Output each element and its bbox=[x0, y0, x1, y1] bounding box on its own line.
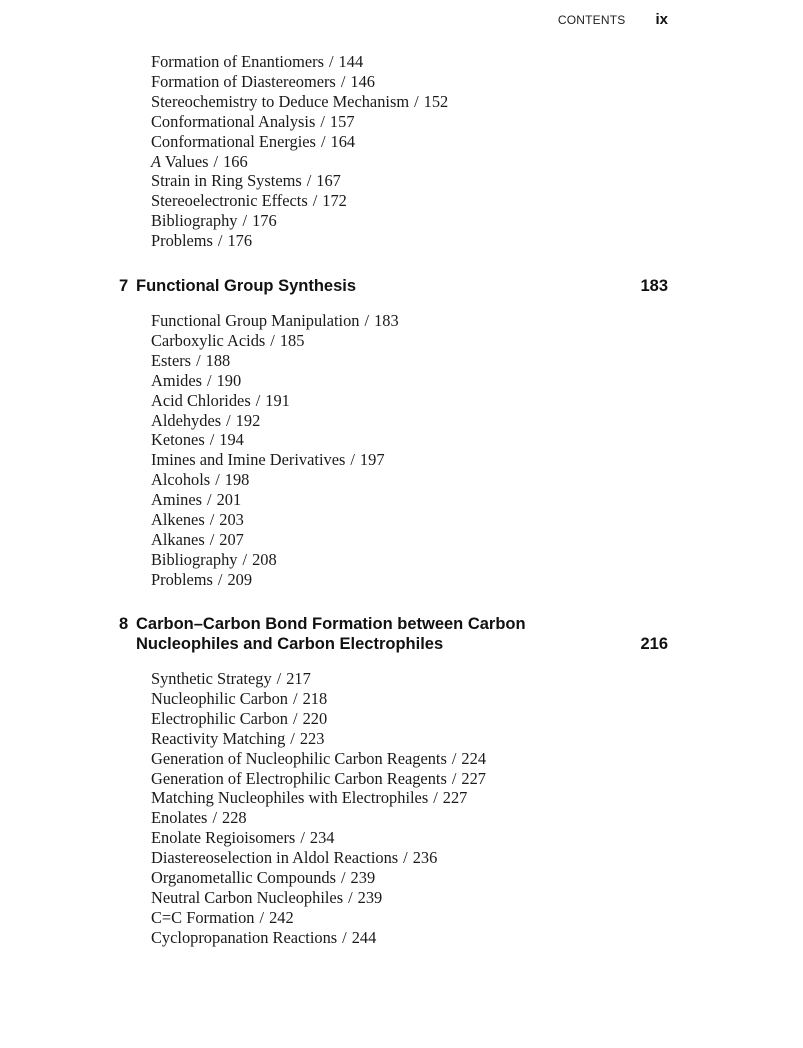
toc-entry[interactable]: Strain in Ring Systems / 167 bbox=[151, 171, 341, 191]
entry-page: 194 bbox=[219, 430, 244, 450]
entry-page: 190 bbox=[216, 370, 242, 390]
toc-entry[interactable]: Enolates / 228 bbox=[151, 808, 247, 828]
entry-page: 144 bbox=[338, 52, 364, 71]
toc-entry[interactable]: Stereoelectronic Effects / 172 bbox=[151, 191, 347, 211]
entry-page: 218 bbox=[302, 688, 328, 708]
entry-page: 188 bbox=[205, 350, 231, 370]
chapter-title: Functional Group Synthesis bbox=[136, 277, 357, 295]
toc-entry[interactable]: Formation of Diastereomers / 146 bbox=[151, 71, 375, 91]
toc-entry[interactable]: Problems / 209 bbox=[151, 569, 253, 589]
chapter-number: 8 bbox=[119, 615, 129, 633]
toc-entry[interactable]: Amines / 201 bbox=[151, 490, 242, 510]
entry-page: 227 bbox=[461, 768, 486, 788]
chapter-page: 183 bbox=[640, 277, 668, 295]
entry-page: 236 bbox=[412, 848, 438, 868]
toc-entry[interactable]: Esters / 188 bbox=[151, 350, 231, 370]
toc-entry[interactable]: Stereochemistry to Deduce Mechanism / 152 bbox=[151, 91, 449, 111]
running-head bbox=[558, 11, 668, 28]
entry-page: 201 bbox=[216, 490, 242, 510]
running-head-section: CONTENTS bbox=[557, 13, 626, 27]
chapter-heading-8[interactable] bbox=[119, 614, 668, 654]
entry-page: 227 bbox=[442, 788, 468, 808]
entry-page: 172 bbox=[322, 191, 347, 211]
entry-page: 239 bbox=[357, 887, 383, 907]
italic-a: A bbox=[151, 151, 162, 171]
toc-entry[interactable]: A Values / 166 bbox=[151, 151, 248, 171]
entry-page: 167 bbox=[316, 171, 341, 191]
toc-entry[interactable]: Acid Chlorides / 191 bbox=[151, 390, 290, 410]
entry-page: 176 bbox=[252, 211, 277, 231]
entry-page: 192 bbox=[235, 410, 261, 430]
toc-entry[interactable]: Reactivity Matching / 223 bbox=[151, 728, 325, 748]
toc-entry[interactable]: Cyclopropanation Reactions / 244 bbox=[151, 927, 377, 947]
entry-page: 220 bbox=[302, 708, 328, 728]
entry-page: 197 bbox=[359, 450, 385, 470]
toc-entry[interactable]: Alkanes / 207 bbox=[151, 529, 244, 549]
toc-entry[interactable]: C=C Formation / 242 bbox=[151, 907, 294, 927]
entry-page: 185 bbox=[279, 330, 305, 350]
toc-entry[interactable]: Amides / 190 bbox=[151, 370, 242, 390]
entry-page: 244 bbox=[351, 927, 377, 947]
toc-entry[interactable]: Problems / 176 bbox=[151, 231, 253, 251]
entry-page: 146 bbox=[350, 71, 375, 91]
page-number: ix bbox=[655, 11, 668, 28]
entry-page: 164 bbox=[330, 131, 356, 151]
entry-page: 217 bbox=[286, 669, 311, 688]
toc-entry[interactable]: Generation of Electrophilic Carbon Reagents / 227 bbox=[151, 768, 486, 788]
toc-entry[interactable]: Nucleophilic Carbon / 218 bbox=[151, 688, 328, 708]
entry-page: 166 bbox=[223, 151, 248, 171]
toc-entry[interactable]: Electrophilic Carbon / 220 bbox=[151, 708, 328, 728]
chapter-8-entries-list bbox=[151, 669, 486, 948]
toc-entry[interactable]: Neutral Carbon Nucleophiles / 239 bbox=[151, 887, 383, 907]
toc-entry[interactable]: Imines and Imine Derivatives / 197 bbox=[151, 450, 385, 470]
chapter-7-entries-list bbox=[151, 311, 399, 590]
entry-page: 228 bbox=[222, 808, 247, 828]
entry-page: 198 bbox=[224, 470, 250, 490]
toc-entry[interactable]: Matching Nucleophiles with Electrophiles / 227 bbox=[151, 788, 468, 808]
entry-page: 223 bbox=[299, 728, 325, 748]
toc-entry[interactable]: Bibliography / 176 bbox=[151, 211, 277, 231]
toc-entry[interactable]: Synthetic Strategy / 217 bbox=[151, 669, 311, 688]
entry-page: 183 bbox=[374, 311, 399, 330]
chapter-number: 7 bbox=[119, 277, 129, 295]
entry-page: 176 bbox=[227, 231, 253, 251]
toc-entry[interactable]: Diastereoselection in Aldol Reactions / 236 bbox=[151, 848, 438, 868]
entry-page: 191 bbox=[265, 390, 290, 410]
continued-entries-list bbox=[151, 52, 448, 251]
toc-entry[interactable]: Organometallic Compounds / 239 bbox=[151, 868, 376, 888]
entry-page: 207 bbox=[219, 529, 244, 549]
toc-entry[interactable]: Alkenes / 203 bbox=[151, 510, 244, 530]
toc-entry[interactable]: Alcohols / 198 bbox=[151, 470, 250, 490]
entry-page: 208 bbox=[252, 549, 277, 569]
chapter-title: Carbon–Carbon Bond Formation between Carbon Nucleophiles and Carbon Electrophiles bbox=[136, 615, 526, 653]
entry-page: 157 bbox=[329, 111, 355, 131]
entry-page: 239 bbox=[350, 868, 376, 888]
chapter-heading-7[interactable] bbox=[119, 276, 668, 296]
chapter-page: 216 bbox=[640, 635, 668, 653]
entry-page: 234 bbox=[309, 828, 335, 848]
toc-entry[interactable]: Ketones / 194 bbox=[151, 430, 244, 450]
toc-entry[interactable]: Aldehydes / 192 bbox=[151, 410, 261, 430]
toc-entry[interactable]: Functional Group Manipulation / 183 bbox=[151, 311, 399, 330]
toc-entry[interactable]: Bibliography / 208 bbox=[151, 549, 277, 569]
toc-entry[interactable]: Conformational Analysis / 157 bbox=[151, 111, 355, 131]
entry-page: 203 bbox=[219, 510, 244, 530]
entry-page: 152 bbox=[423, 91, 449, 111]
toc-entry[interactable]: Generation of Nucleophilic Carbon Reagents / 224 bbox=[151, 748, 487, 768]
toc-entry[interactable]: Conformational Energies / 164 bbox=[151, 131, 356, 151]
entry-page: 224 bbox=[461, 748, 487, 768]
entry-page: 209 bbox=[227, 569, 253, 589]
toc-entry[interactable]: Enolate Regioisomers / 234 bbox=[151, 828, 335, 848]
toc-entry[interactable]: Formation of Enantiomers / 144 bbox=[151, 52, 364, 71]
entry-page: 242 bbox=[269, 907, 294, 927]
toc-entry[interactable]: Carboxylic Acids / 185 bbox=[151, 330, 305, 350]
